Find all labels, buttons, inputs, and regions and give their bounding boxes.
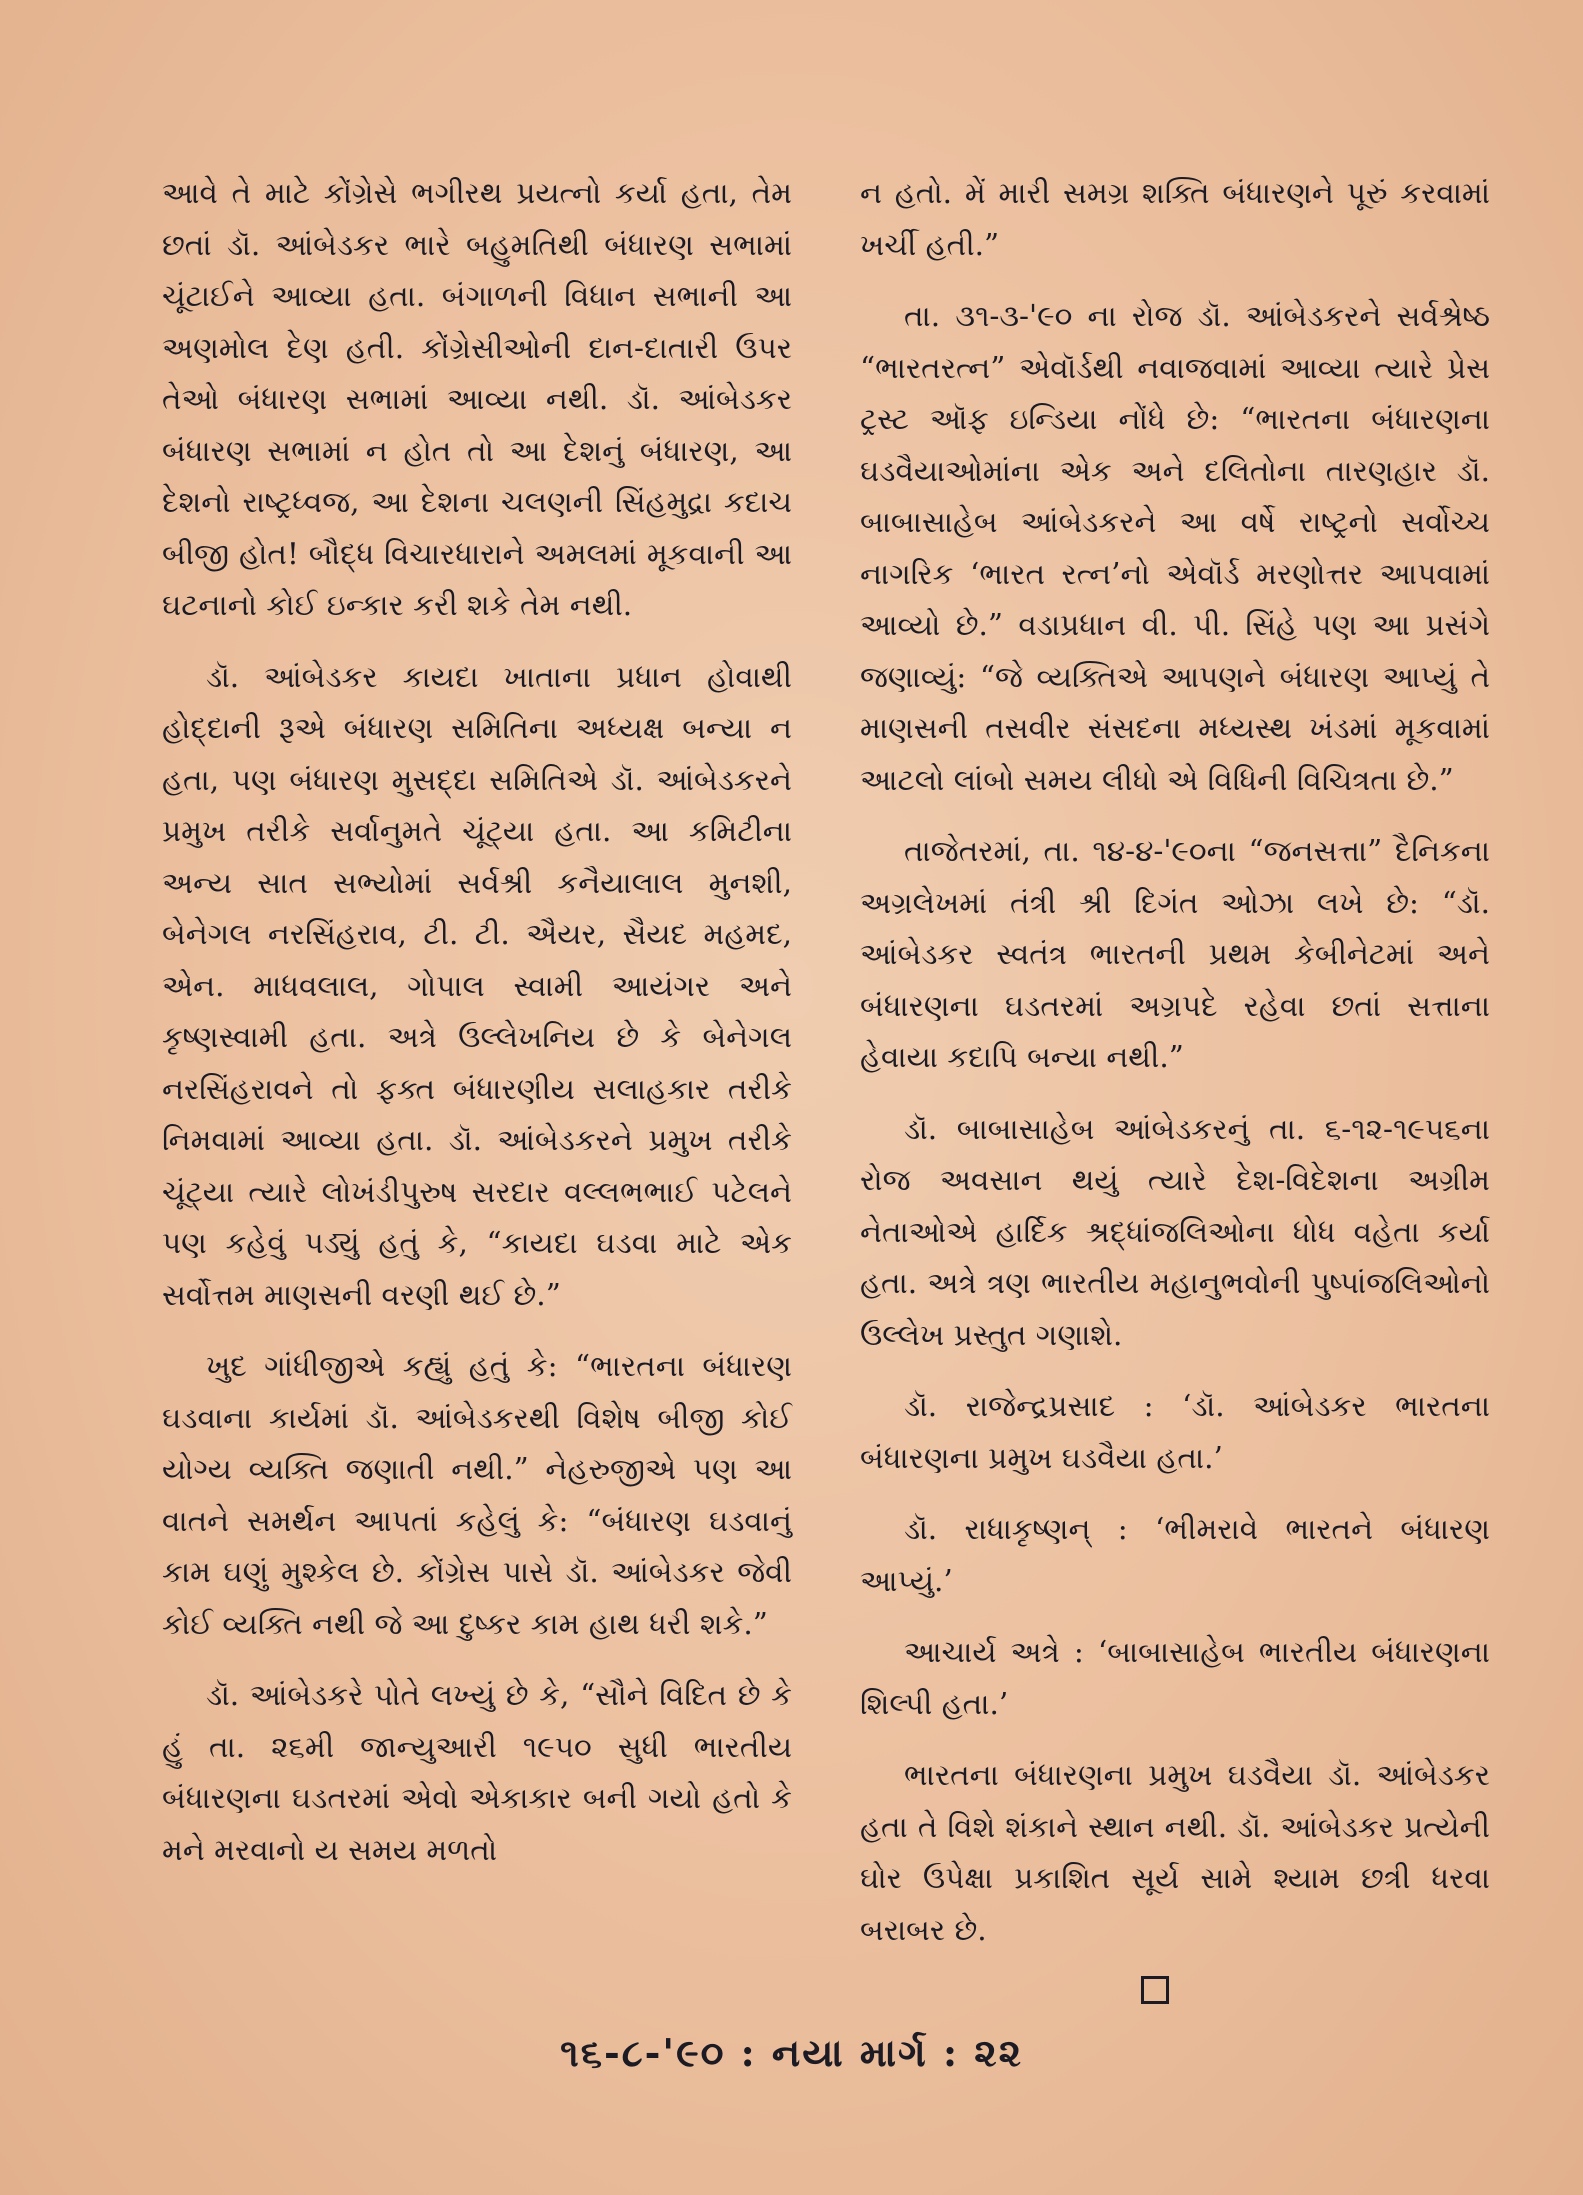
end-of-article-square-icon	[1141, 1976, 1169, 2004]
paragraph: ન હતો. મેં મારી સમગ્ર શક્તિ બંધારણને પૂરું કરવામાં ખર્ચી હતી.”	[860, 176, 1490, 262]
paragraph: ડૉ. આંબેડકર કાયદા ખાતાના પ્રધાન હોવાથી હોદ્દાની રૂએ બંધારણ સમિતિના અધ્યક્ષ બન્યા ન હતા, પણ બંધારણ મુસદ્દા સમિતિએ ડૉ. આંબેડકરને પ્રમુખ તરીકે સર્વાનુમતે ચૂંટ્યા હતા. આ કમિટીના અન્ય સાત સભ્યોમાં સર્વશ્રી કનૈયાલાલ મુનશી, બેનેગલ નરસિંહરાવ, ટી. ટી. ઐયર, સૈયદ મહમદ, એન. માધવલાલ, ગોપાલ સ્વામી આયંગર અને કૃષ્ણસ્વામી હતા. અત્રે ઉલ્લેખનિય છે કે બેનેગલ નરસિંહરાવને તો ફક્ત બંધારણીય સલાહકાર તરીકે નિમવામાં આવ્યા હતા. ડૉ. આંબેડકરને પ્રમુખ તરીકે ચૂંટ્યા ત્યારે લોખંડીપુરુષ સરદાર વલ્લભભાઈ પટેલને પણ કહેવું પડ્યું હતું કે, “કાયદા ઘડવા માટે એક સર્વોત્તમ માણસની વરણી થઈ છે.”	[162, 659, 792, 1312]
paragraph: આવે તે માટે કોંગ્રેસે ભગીરથ પ્રયત્નો કર્યા હતા, તેમ છતાં ડૉ. આંબેડકર ભારે બહુમતિથી બંધારણ સભામાં ચૂંટાઈને આવ્યા હતા. બંગાળની વિધાન સભાની આ અણમોલ દેણ હતી. કોંગ્રેસીઓની દાન-દાતારી ઉપર તેઓ બંધારણ સભામાં આવ્યા નથી. ડૉ. આંબેડકર બંધારણ સભામાં ન હોત તો આ દેશનું બંધારણ, આ દેશનો રાષ્ટ્રધ્વજ, આ દેશના ચલણની સિંહમુદ્રા કદાચ બીજી હોત! બૌદ્ધ વિચારધારાને અમલમાં મૂકવાની આ ઘટનાનો કોઈ ઇન્કાર કરી શકે તેમ નથી.	[162, 176, 792, 622]
paragraph: તાજેતરમાં, તા. ૧૪-૪-'૯૦ના “જનસત્તા” દૈનિકના અગ્રલેખમાં તંત્રી શ્રી દિગંત ઓઝા લખે છે: “ડૉ. આંબેડકર સ્વતંત્ર ભારતની પ્રથમ કેબીનેટમાં અને બંધારણના ઘડતરમાં અગ્રપદે રહેવા છતાં સત્તાના હેવાયા કદાપિ બન્યા નથી.”	[860, 834, 1490, 1074]
tribute-quote: ડૉ. રાજેન્દ્રપ્રસાદ : ‘ડૉ. આંબેડકર ભારતના બંધારણના પ્રમુખ ઘડવૈયા હતા.’	[860, 1389, 1490, 1475]
left-column	[162, 168, 792, 1896]
paragraph: ડૉ. આંબેડકરે પોતે લખ્યું છે કે, “સૌને વિદિત છે કે હું તા. ૨૬મી જાન્યુઆરી ૧૯૫૦ સુધી ભારતીય બંધારણના ઘડતરમાં એવો એકાકાર બની ગયો હતો કે મને મરવાનો ય સમય મળતો	[162, 1678, 792, 1867]
tribute-quote: ડૉ. રાધાકૃષ્ણન્ : ‘ભીમરાવે ભારતને બંધારણ આપ્યું.’	[860, 1512, 1490, 1598]
paragraph: ખુદ ગાંધીજીએ કહ્યું હતું કે: “ભારતના બંધારણ ઘડવાના કાર્યમાં ડૉ. આંબેડકરથી વિશેષ બીજી કોઈ યોગ્ય વ્યક્તિ જણાતી નથી.” નેહરુજીએ પણ આ વાતને સમર્થન આપતાં કહેલું કે: “બંધારણ ઘડવાનું કામ ઘણું મુશ્કેલ છે. કોંગ્રેસ પાસે ડૉ. આંબેડકર જેવી કોઈ વ્યક્તિ નથી જે આ દુષ્કર કામ હાથ ધરી શકે.”	[162, 1349, 792, 1641]
page-footer: ૧૬-૮-'૯૦ : નયા માર્ગ : ૨૨	[560, 2030, 1023, 2075]
paragraph: ભારતના બંધારણના પ્રમુખ ઘડવૈયા ડૉ. આંબેડકર હતા તે વિશે શંકાને સ્થાન નથી. ડૉ. આંબેડકર પ્રત્યેની ઘોર ઉપેક્ષા પ્રકાશિત સૂર્ય સામે શ્યામ છત્રી ધરવા બરાબર છે.	[860, 1758, 1490, 1947]
tribute-quote: આચાર્ય અત્રે : ‘બાબાસાહેબ ભારતીય બંધારણના શિલ્પી હતા.’	[860, 1635, 1490, 1721]
right-column	[860, 168, 1490, 2004]
paragraph: તા. ૩૧-૩-'૯૦ ના રોજ ડૉ. આંબેડકરને સર્વશ્રેષ્ઠ “ભારતરત્ન” એવૉર્ડથી નવાજવામાં આવ્યા ત્યારે પ્રેસ ટ્રસ્ટ ઑફ ઇન્ડિયા નોંધે છે: “ભારતના બંધારણના ઘડવૈયાઓમાંના એક અને દલિતોના તારણહાર ડૉ. બાબાસાહેબ આંબેડકરને આ વર્ષે રાષ્ટ્રનો સર્વોચ્ચ નાગરિક ‘ભારત રત્ન’નો એવૉર્ડ મરણોત્તર આપવામાં આવ્યો છે.” વડાપ્રધાન વી. પી. સિંહે પણ આ પ્રસંગે જણાવ્યું: “જે વ્યક્તિએ આપણને બંધારણ આપ્યું તે માણસની તસવીર સંસદના મધ્યસ્થ ખંડમાં મૂકવામાં આટલો લાંબો સમય લીધો એ વિધિની વિચિત્રતા છે.”	[860, 299, 1490, 797]
paragraph: ડૉ. બાબાસાહેબ આંબેડકરનું તા. ૬-૧૨-૧૯૫૬ના રોજ અવસાન થયું ત્યારે દેશ-વિદેશના અગ્રીમ નેતાઓએ હાર્દિક શ્રદ્ધાંજલિઓના ધોધ વહેતા કર્યા હતા. અત્રે ત્રણ ભારતીય મહાનુભવોની પુષ્પાંજલિઓનો ઉલ્લેખ પ્રસ્તુત ગણાશે.	[860, 1111, 1490, 1352]
